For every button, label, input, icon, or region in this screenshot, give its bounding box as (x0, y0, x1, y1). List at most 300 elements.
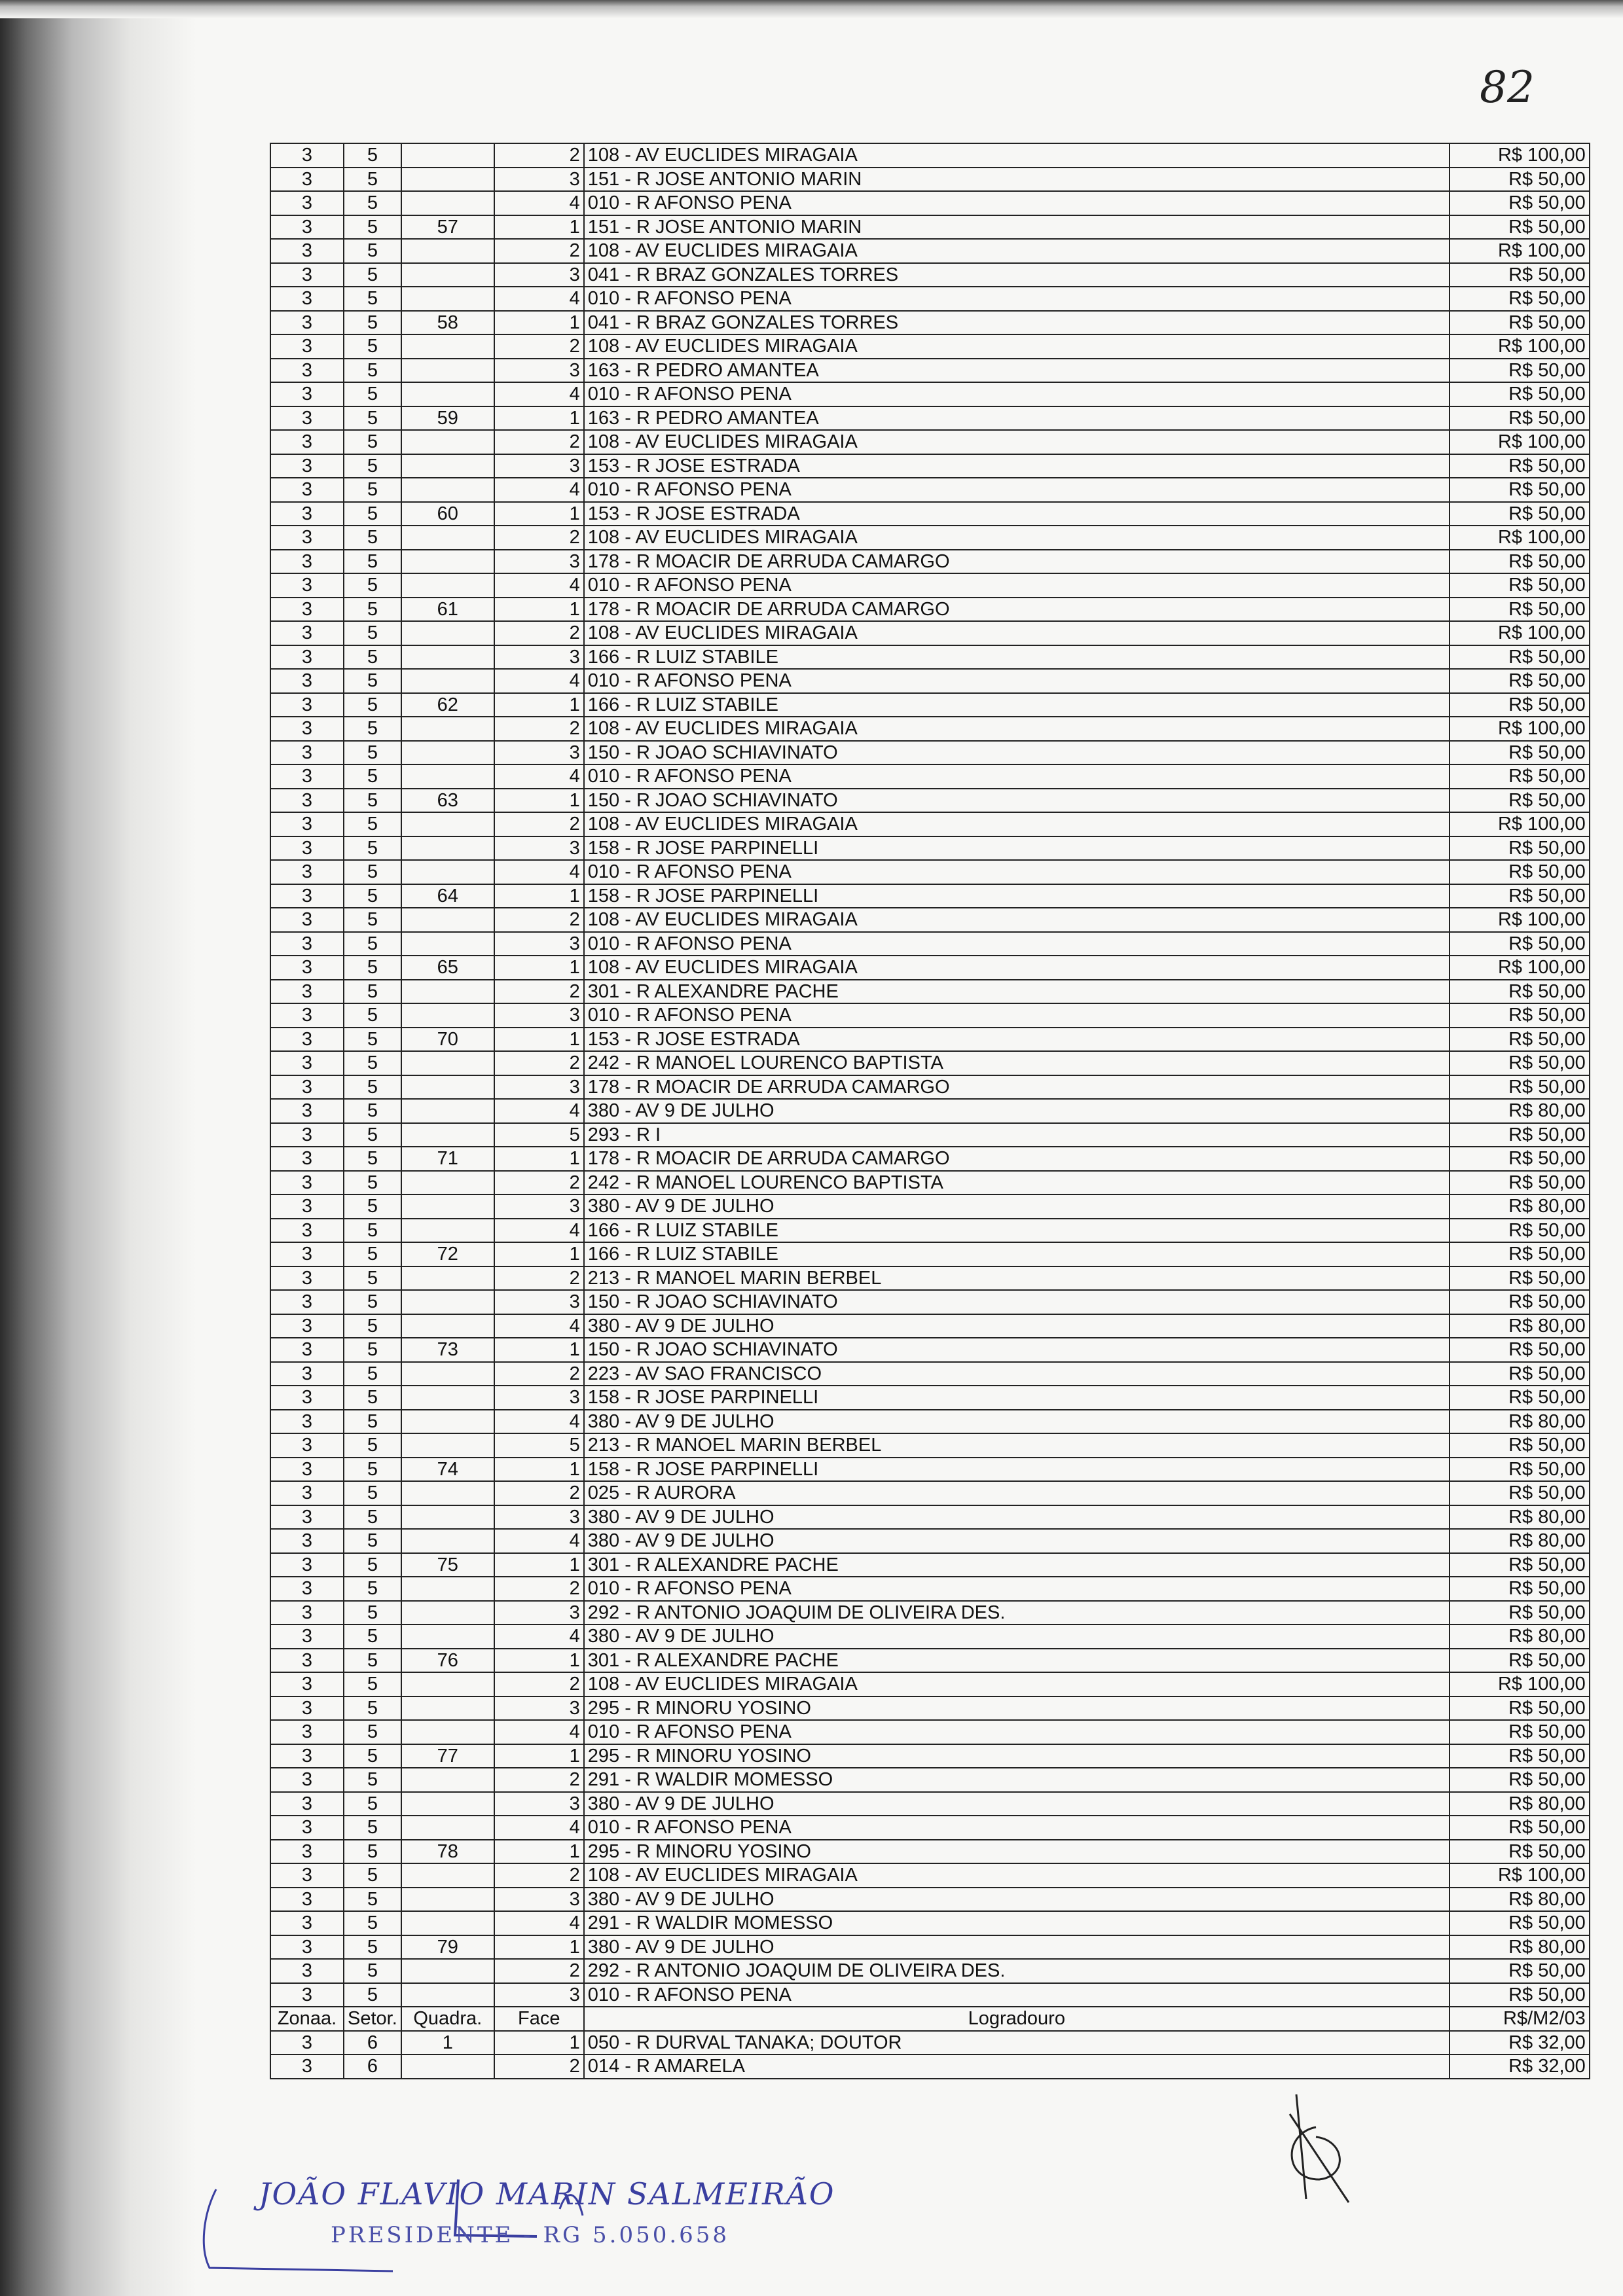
cell-zona: 3 (270, 1959, 344, 1983)
table-row (270, 1744, 1590, 1768)
cell-logradouro: 301 - R ALEXANDRE PACHE (584, 1649, 1450, 1673)
table-row (270, 1481, 1590, 1505)
cell-face: 4 (494, 1219, 584, 1243)
cell-zona: 3 (270, 573, 344, 598)
cell-face: 1 (494, 2031, 584, 2055)
cell-face: 2 (494, 717, 584, 741)
cell-face: 1 (494, 1147, 584, 1171)
table-row (270, 1840, 1590, 1864)
cell-valor: R$ 100,00 (1450, 908, 1590, 932)
cell-setor: 5 (344, 621, 401, 645)
cell-setor: 5 (344, 1147, 401, 1171)
cell-quadra (401, 1696, 494, 1721)
cell-valor: R$ 50,00 (1450, 311, 1590, 335)
cell-valor: R$ 50,00 (1450, 454, 1590, 478)
cell-setor: 5 (344, 1290, 401, 1314)
cell-face: 1 (494, 884, 584, 908)
cell-quadra (401, 191, 494, 215)
cell-face: 3 (494, 263, 584, 287)
cell-quadra: 70 (401, 1028, 494, 1052)
cell-setor: 5 (344, 1075, 401, 1100)
cell-face: 4 (494, 1314, 584, 1338)
cell-logradouro: 380 - AV 9 DE JULHO (584, 1792, 1450, 1816)
cell-setor: 5 (344, 1481, 401, 1505)
cell-face: 2 (494, 908, 584, 932)
cell-valor: R$ 80,00 (1450, 1935, 1590, 1960)
table-row (270, 693, 1590, 717)
cell-logradouro: 293 - R I (584, 1123, 1450, 1147)
cell-quadra (401, 1816, 494, 1840)
cell-valor: R$ 50,00 (1450, 1362, 1590, 1386)
cell-face: 5 (494, 1433, 584, 1458)
cell-quadra (401, 1051, 494, 1075)
cell-zona: 3 (270, 1338, 344, 1362)
cell-setor: 5 (344, 1266, 401, 1291)
cell-zona: 3 (270, 502, 344, 526)
cell-logradouro: 380 - AV 9 DE JULHO (584, 1529, 1450, 1553)
cell-valor: R$ 100,00 (1450, 430, 1590, 454)
cell-face: 1 (494, 1458, 584, 1482)
cell-quadra (401, 1075, 494, 1100)
cell-setor: 5 (344, 168, 401, 192)
page-binding-shadow (0, 0, 196, 2296)
cell-zona: 3 (270, 1601, 344, 1625)
cell-quadra (401, 741, 494, 765)
cell-logradouro: 292 - R ANTONIO JOAQUIM DE OLIVEIRA DES. (584, 1601, 1450, 1625)
cell-face: 3 (494, 836, 584, 861)
cell-zona: 3 (270, 1529, 344, 1553)
cell-zona: 3 (270, 980, 344, 1004)
cell-quadra: 77 (401, 1744, 494, 1768)
cell-face: 2 (494, 1362, 584, 1386)
cell-face: 1 (494, 1649, 584, 1673)
cell-setor: 5 (344, 550, 401, 574)
cell-valor: R$ 50,00 (1450, 932, 1590, 956)
cell-valor: R$ 50,00 (1450, 1553, 1590, 1577)
cell-logradouro: 380 - AV 9 DE JULHO (584, 1194, 1450, 1219)
cell-face: 2 (494, 1768, 584, 1792)
cell-face: 4 (494, 860, 584, 884)
cell-zona: 3 (270, 1505, 344, 1530)
cell-zona: 3 (270, 908, 344, 932)
cell-setor: 5 (344, 1744, 401, 1768)
cell-setor: 5 (344, 812, 401, 836)
cell-face: 3 (494, 454, 584, 478)
cell-zona: 3 (270, 1553, 344, 1577)
cell-setor: 5 (344, 1003, 401, 1028)
cell-zona: 3 (270, 1768, 344, 1792)
cell-zona: 3 (270, 598, 344, 622)
cell-setor: 5 (344, 932, 401, 956)
cell-logradouro: 153 - R JOSE ESTRADA (584, 502, 1450, 526)
cell-quadra: 72 (401, 1242, 494, 1266)
cell-logradouro: 041 - R BRAZ GONZALES TORRES (584, 263, 1450, 287)
cell-setor: 5 (344, 1911, 401, 1935)
cell-face: 5 (494, 1123, 584, 1147)
cell-face: 3 (494, 1505, 584, 1530)
cell-logradouro: 380 - AV 9 DE JULHO (584, 1888, 1450, 1912)
handwritten-initials (1270, 2088, 1368, 2206)
cell-setor: 5 (344, 1601, 401, 1625)
cell-quadra (401, 717, 494, 741)
cell-logradouro: 151 - R JOSE ANTONIO MARIN (584, 215, 1450, 240)
cell-setor: 5 (344, 836, 401, 861)
cell-setor: 5 (344, 1171, 401, 1195)
table-row (270, 550, 1590, 574)
cell-valor: R$ 50,00 (1450, 598, 1590, 622)
cell-face: 1 (494, 406, 584, 431)
cell-quadra (401, 669, 494, 693)
cell-logradouro: 301 - R ALEXANDRE PACHE (584, 980, 1450, 1004)
cell-zona: 3 (270, 1624, 344, 1649)
cell-face: 1 (494, 956, 584, 980)
cell-zona: 3 (270, 1386, 344, 1410)
cell-quadra: 60 (401, 502, 494, 526)
cell-zona: 3 (270, 645, 344, 670)
cell-quadra: 74 (401, 1458, 494, 1482)
cell-zona: 3 (270, 860, 344, 884)
cell-valor: R$ 80,00 (1450, 1505, 1590, 1530)
cell-valor: R$ 50,00 (1450, 287, 1590, 311)
cell-face: 4 (494, 1816, 584, 1840)
cell-valor: R$ 50,00 (1450, 1051, 1590, 1075)
cell-logradouro: 292 - R ANTONIO JOAQUIM DE OLIVEIRA DES. (584, 1959, 1450, 1983)
cell-setor: 5 (344, 789, 401, 813)
cell-quadra: 61 (401, 598, 494, 622)
table-row (270, 2031, 1590, 2055)
cell-zona: 3 (270, 526, 344, 550)
cell-face: 4 (494, 1529, 584, 1553)
table-row (270, 2054, 1590, 2079)
cell-quadra (401, 1386, 494, 1410)
cell-valor: R$ 50,00 (1450, 502, 1590, 526)
table-row (270, 717, 1590, 741)
cell-logradouro: 010 - R AFONSO PENA (584, 860, 1450, 884)
cell-setor: 5 (344, 573, 401, 598)
cell-logradouro: 380 - AV 9 DE JULHO (584, 1935, 1450, 1960)
table-body (270, 143, 1590, 2079)
table-row (270, 1051, 1590, 1075)
cell-logradouro: 295 - R MINORU YOSINO (584, 1744, 1450, 1768)
cell-face: 3 (494, 741, 584, 765)
cell-face: 4 (494, 1624, 584, 1649)
cell-logradouro: 108 - AV EUCLIDES MIRAGAIA (584, 717, 1450, 741)
cell-quadra (401, 812, 494, 836)
cell-quadra (401, 430, 494, 454)
cell-logradouro: 380 - AV 9 DE JULHO (584, 1099, 1450, 1123)
cell-setor: 5 (344, 1529, 401, 1553)
cell-zona: 3 (270, 430, 344, 454)
table-row (270, 1266, 1590, 1291)
cell-quadra: 64 (401, 884, 494, 908)
cell-valor: R$ 50,00 (1450, 1911, 1590, 1935)
cell-face: 4 (494, 764, 584, 789)
cell-quadra (401, 382, 494, 406)
cell-logradouro: 108 - AV EUCLIDES MIRAGAIA (584, 334, 1450, 359)
cell-valor: R$ 100,00 (1450, 143, 1590, 168)
table-row (270, 764, 1590, 789)
cell-quadra (401, 1410, 494, 1434)
cell-zona: 3 (270, 1649, 344, 1673)
cell-quadra (401, 1911, 494, 1935)
cell-quadra (401, 1290, 494, 1314)
cell-zona: 3 (270, 1863, 344, 1888)
cell-zona: 3 (270, 1028, 344, 1052)
cell-face: 2 (494, 334, 584, 359)
table-row (270, 1888, 1590, 1912)
table-row (270, 239, 1590, 263)
cell-quadra (401, 1266, 494, 1291)
table-row (270, 1863, 1590, 1888)
cell-valor: R$ 50,00 (1450, 1003, 1590, 1028)
cell-logradouro: 025 - R AURORA (584, 1481, 1450, 1505)
cell-quadra (401, 1433, 494, 1458)
cell-quadra: 58 (401, 311, 494, 335)
table-row (270, 1624, 1590, 1649)
cell-setor: 5 (344, 1194, 401, 1219)
cell-valor: R$ 50,00 (1450, 573, 1590, 598)
cell-setor: 5 (344, 1338, 401, 1362)
cell-zona: 3 (270, 1911, 344, 1935)
page-top-shadow (0, 0, 1623, 18)
table-row (270, 741, 1590, 765)
cell-logradouro: 158 - R JOSE PARPINELLI (584, 884, 1450, 908)
cell-logradouro: 166 - R LUIZ STABILE (584, 645, 1450, 670)
cell-zona: 3 (270, 1458, 344, 1482)
cell-valor: R$ 50,00 (1450, 1649, 1590, 1673)
table-row (270, 1099, 1590, 1123)
cell-zona: 3 (270, 932, 344, 956)
cell-logradouro: 291 - R WALDIR MOMESSO (584, 1911, 1450, 1935)
cell-logradouro: 010 - R AFONSO PENA (584, 382, 1450, 406)
cell-setor: 5 (344, 1051, 401, 1075)
table-row (270, 1219, 1590, 1243)
cell-valor: R$ 50,00 (1450, 1219, 1590, 1243)
table-row (270, 1505, 1590, 1530)
cell-face: 2 (494, 980, 584, 1004)
table-row (270, 1601, 1590, 1625)
cell-face: 3 (494, 1194, 584, 1219)
table-row (270, 1147, 1590, 1171)
cell-logradouro: 178 - R MOACIR DE ARRUDA CAMARGO (584, 1147, 1450, 1171)
cell-logradouro: 010 - R AFONSO PENA (584, 1720, 1450, 1744)
cell-face: 2 (494, 812, 584, 836)
cell-setor: 5 (344, 741, 401, 765)
cell-valor: R$ 50,00 (1450, 1696, 1590, 1721)
cell-face: 3 (494, 932, 584, 956)
cell-setor: 5 (344, 287, 401, 311)
cell-zona: 3 (270, 1935, 344, 1960)
cell-zona: 3 (270, 311, 344, 335)
cell-setor: Setor. (344, 2007, 401, 2031)
cell-face: 4 (494, 191, 584, 215)
cell-logradouro: 380 - AV 9 DE JULHO (584, 1314, 1450, 1338)
cell-logradouro: 150 - R JOAO SCHIAVINATO (584, 1290, 1450, 1314)
cell-quadra: 78 (401, 1840, 494, 1864)
table-row (270, 860, 1590, 884)
cell-logradouro: 010 - R AFONSO PENA (584, 764, 1450, 789)
table-row (270, 1983, 1590, 2007)
cell-quadra: 71 (401, 1147, 494, 1171)
cell-quadra (401, 359, 494, 383)
cell-zona: 3 (270, 1242, 344, 1266)
cell-setor: 5 (344, 1863, 401, 1888)
cell-face: 4 (494, 669, 584, 693)
table-row (270, 359, 1590, 383)
table-row (270, 1553, 1590, 1577)
cell-quadra (401, 1219, 494, 1243)
cell-face: 1 (494, 1028, 584, 1052)
cell-valor: R$ 50,00 (1450, 168, 1590, 192)
cell-zona: 3 (270, 406, 344, 431)
cell-logradouro: 010 - R AFONSO PENA (584, 1816, 1450, 1840)
cell-face: 4 (494, 1410, 584, 1434)
cell-valor: R$ 50,00 (1450, 1171, 1590, 1195)
cell-logradouro: 108 - AV EUCLIDES MIRAGAIA (584, 812, 1450, 836)
table-row (270, 1792, 1590, 1816)
cell-valor: R$ 80,00 (1450, 1099, 1590, 1123)
cell-valor: R$ 50,00 (1450, 382, 1590, 406)
cell-valor: R$ 50,00 (1450, 1147, 1590, 1171)
cell-logradouro: 108 - AV EUCLIDES MIRAGAIA (584, 908, 1450, 932)
cell-valor: R$ 50,00 (1450, 1123, 1590, 1147)
cell-quadra: 65 (401, 956, 494, 980)
cell-logradouro: 050 - R DURVAL TANAKA; DOUTOR (584, 2031, 1450, 2055)
cell-valor: R$ 80,00 (1450, 1529, 1590, 1553)
cell-zona: 3 (270, 334, 344, 359)
cell-zona: 3 (270, 263, 344, 287)
cell-valor: R$ 80,00 (1450, 1410, 1590, 1434)
cell-logradouro: 295 - R MINORU YOSINO (584, 1696, 1450, 1721)
cell-quadra (401, 1577, 494, 1601)
cell-logradouro: 213 - R MANOEL MARIN BERBEL (584, 1266, 1450, 1291)
cell-face: 3 (494, 645, 584, 670)
cell-quadra (401, 1481, 494, 1505)
table-row (270, 621, 1590, 645)
table-row (270, 669, 1590, 693)
cell-setor: 5 (344, 1768, 401, 1792)
table-header-row (270, 2007, 1590, 2031)
cell-quadra (401, 1672, 494, 1696)
cell-face: 1 (494, 1744, 584, 1768)
cell-valor: R$ 100,00 (1450, 717, 1590, 741)
cell-zona: 3 (270, 2031, 344, 2055)
signature-name: JOÃO FLAVIO MARIN SALMEIRÃO (259, 2176, 835, 2212)
cell-setor: 5 (344, 406, 401, 431)
cell-logradouro: 014 - R AMARELA (584, 2054, 1450, 2079)
signature-title: PRESIDENTE - RG 5.050.658 (331, 2222, 730, 2248)
cell-face: 1 (494, 789, 584, 813)
table-row (270, 1028, 1590, 1052)
cell-zona: 3 (270, 1744, 344, 1768)
cell-logradouro: 010 - R AFONSO PENA (584, 1983, 1450, 2007)
cell-face: 1 (494, 311, 584, 335)
cell-valor: R$ 50,00 (1450, 741, 1590, 765)
cell-quadra (401, 573, 494, 598)
cell-zona: 3 (270, 454, 344, 478)
cell-valor: R$ 50,00 (1450, 884, 1590, 908)
table-row (270, 884, 1590, 908)
cell-zona: 3 (270, 1720, 344, 1744)
cell-setor: 5 (344, 764, 401, 789)
cell-zona: 3 (270, 359, 344, 383)
cell-quadra (401, 621, 494, 645)
cell-quadra (401, 1720, 494, 1744)
cell-face: 2 (494, 1266, 584, 1291)
cell-quadra (401, 287, 494, 311)
table-row (270, 836, 1590, 861)
cell-logradouro: 178 - R MOACIR DE ARRUDA CAMARGO (584, 550, 1450, 574)
cell-quadra (401, 1863, 494, 1888)
table-row (270, 263, 1590, 287)
cell-face: 2 (494, 1051, 584, 1075)
cell-logradouro: 108 - AV EUCLIDES MIRAGAIA (584, 1863, 1450, 1888)
cell-setor: 5 (344, 382, 401, 406)
cell-setor: 5 (344, 1816, 401, 1840)
table-row (270, 789, 1590, 813)
table-row (270, 502, 1590, 526)
cell-valor: R$ 50,00 (1450, 693, 1590, 717)
table-row (270, 1433, 1590, 1458)
cell-logradouro: 151 - R JOSE ANTONIO MARIN (584, 168, 1450, 192)
cell-zona: 3 (270, 1123, 344, 1147)
cell-quadra (401, 239, 494, 263)
cell-valor: R$ 50,00 (1450, 1266, 1590, 1291)
cell-quadra: Quadra. (401, 2007, 494, 2031)
cell-logradouro: 108 - AV EUCLIDES MIRAGAIA (584, 526, 1450, 550)
table-row (270, 1410, 1590, 1434)
cell-valor: R$ 50,00 (1450, 1386, 1590, 1410)
cell-logradouro: 010 - R AFONSO PENA (584, 1577, 1450, 1601)
cell-quadra: 57 (401, 215, 494, 240)
cell-quadra (401, 143, 494, 168)
cell-setor: 5 (344, 693, 401, 717)
cell-zona: 3 (270, 1888, 344, 1912)
cell-zona: 3 (270, 1577, 344, 1601)
cell-setor: 5 (344, 860, 401, 884)
cell-quadra (401, 1171, 494, 1195)
cell-valor: R$ 50,00 (1450, 980, 1590, 1004)
cell-quadra (401, 764, 494, 789)
cell-valor: R$ 100,00 (1450, 239, 1590, 263)
cell-valor: R$ 50,00 (1450, 1959, 1590, 1983)
table-row (270, 1577, 1590, 1601)
cell-quadra (401, 1888, 494, 1912)
table-row (270, 406, 1590, 431)
cell-setor: 5 (344, 908, 401, 932)
cell-zona: 3 (270, 1433, 344, 1458)
cell-setor: 5 (344, 454, 401, 478)
cell-valor: R$ 50,00 (1450, 789, 1590, 813)
table-row (270, 215, 1590, 240)
cell-zona: 3 (270, 1840, 344, 1864)
table-row (270, 1314, 1590, 1338)
cell-setor: 5 (344, 311, 401, 335)
table-row (270, 143, 1590, 168)
cell-setor: 5 (344, 980, 401, 1004)
cell-setor: 5 (344, 956, 401, 980)
cell-logradouro: 108 - AV EUCLIDES MIRAGAIA (584, 956, 1450, 980)
cell-logradouro: 153 - R JOSE ESTRADA (584, 1028, 1450, 1052)
cell-face: 1 (494, 215, 584, 240)
cell-valor: R$ 50,00 (1450, 550, 1590, 574)
cell-zona: 3 (270, 1481, 344, 1505)
cell-setor: 5 (344, 1123, 401, 1147)
cell-valor: R$ 32,00 (1450, 2054, 1590, 2079)
cell-logradouro: 108 - AV EUCLIDES MIRAGAIA (584, 143, 1450, 168)
table-row (270, 311, 1590, 335)
cell-face: 2 (494, 2054, 584, 2079)
